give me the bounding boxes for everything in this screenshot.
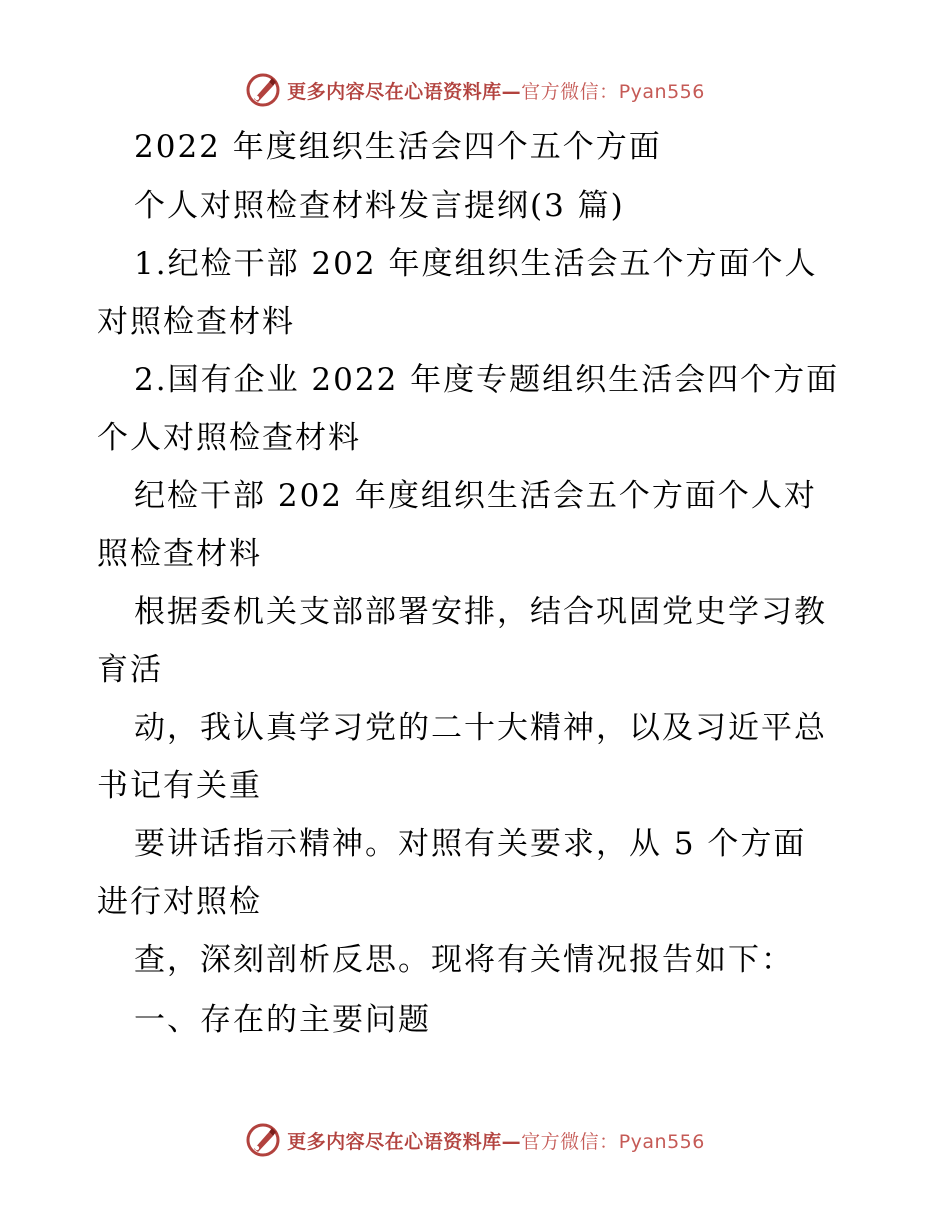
doc-paragraph-line: 个人对照检查材料 [97,420,361,456]
doc-section-heading: 一、存在的主要问题 [134,1002,431,1038]
footer-watermark [0,1120,950,1160]
doc-paragraph-line: 2.国有企业 2022 年度专题组织生活会四个方面 [134,362,840,398]
doc-paragraph-line: 根据委机关支部部署安排，结合巩固党史学习教 [134,594,827,630]
doc-paragraph-line: 要讲话指示精神。对照有关要求，从 5 个方面 [134,826,807,862]
doc-paragraph-line: 1.纪检干部 202 年度组织生活会五个方面个人 [134,246,818,282]
doc-paragraph-line: 动，我认真学习党的二十大精神，以及习近平总 [134,710,827,746]
doc-paragraph-line: 育活 [97,652,163,688]
doc-title-line-1: 2022 年度组织生活会四个五个方面 [134,129,662,165]
watermark-text: 更多内容尽在心语资料库—官方微信：Pyan556 [287,80,705,103]
pen-logo-icon [245,72,281,108]
doc-title-line-2: 个人对照检查材料发言提纲(3 篇) [134,188,625,224]
header-watermark [0,70,950,110]
pen-logo-icon [245,1122,281,1158]
doc-paragraph-line: 对照检查材料 [97,304,295,340]
doc-paragraph-line: 进行对照检 [97,884,262,920]
doc-paragraph-line: 纪检干部 202 年度组织生活会五个方面个人对 [134,478,817,514]
watermark-text: 更多内容尽在心语资料库—官方微信：Pyan556 [287,1130,705,1153]
doc-paragraph-line: 书记有关重 [97,768,262,804]
doc-paragraph-line: 照检查材料 [97,536,262,572]
doc-paragraph-line: 查，深刻剖析反思。现将有关情况报告如下： [134,942,794,978]
